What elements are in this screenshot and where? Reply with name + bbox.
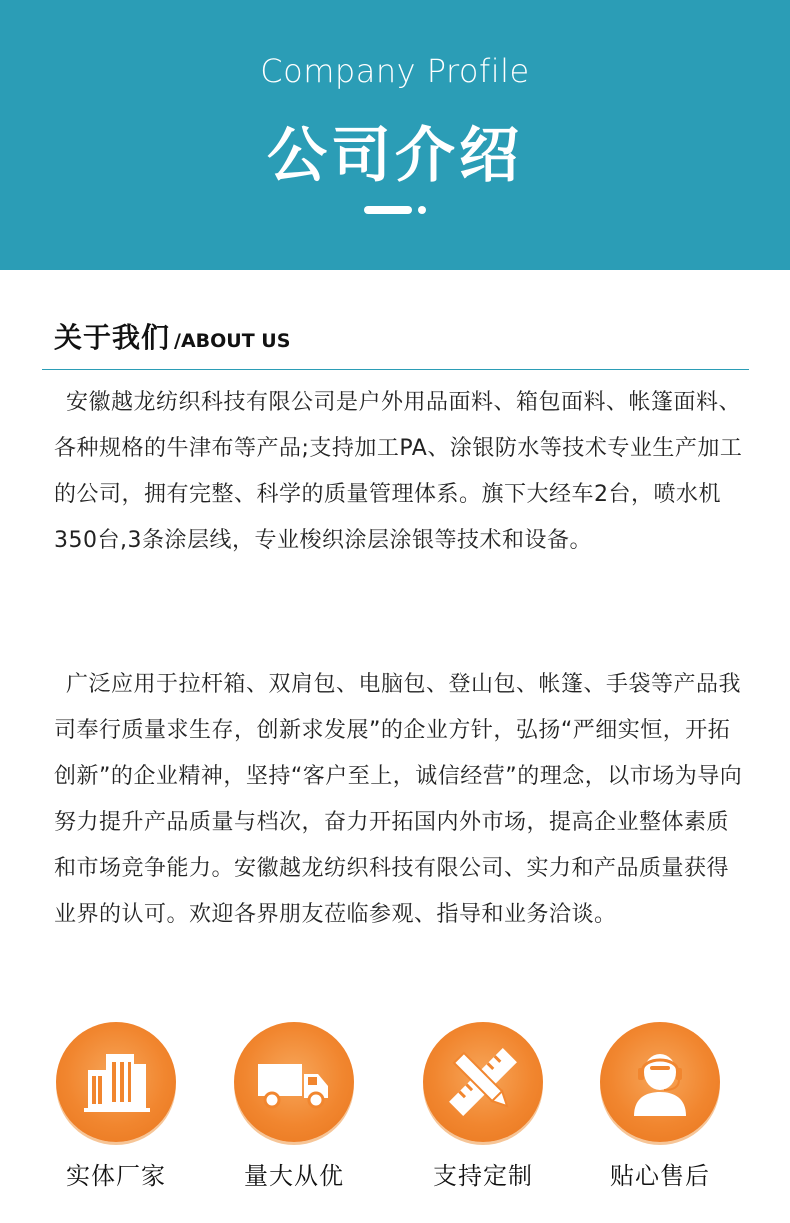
hero-subtitle-en: Company Profile: [260, 52, 530, 90]
hero-title: 公司介绍: [267, 121, 523, 191]
feature-label: 贴心售后: [610, 1162, 710, 1190]
headset-agent-icon: [620, 1042, 700, 1122]
about-paragraph-1: 安徽越龙纺织科技有限公司是户外用品面料、箱包面料、帐篷面料、各种规格的牛津布等产品;支持加工PA、涂银防水等技术专业生产加工的公司，拥有完整、科学的质量管理体系。旗下大经车2台，喷水机350台,3条涂层线，专业梭织涂层涂银等技术和设备。: [54, 390, 743, 553]
section-title: 关于我们: [54, 321, 171, 354]
feature-circle: [600, 1022, 720, 1142]
about-paragraph-2: 广泛应用于拉杆箱、双肩包、电脑包、登山包、帐篷、手袋等产品我司奉行质量求生存，创新求发展”的企业方针，弘扬“严细实恒，开拓创新”的企业精神，坚持“客户至上，诚信经营”的理念，以市场为导向努力提升产品质量与档次，奋力开拓国内外市场，提高企业整体素质和市场竞争能力。安徽越龙纺织科技有限公司、实力和产品质量获得业界的认可。欢迎各界朋友莅临参观、指导和业务洽谈。: [54, 672, 743, 927]
feature-item-after-sales: [580, 1022, 740, 1191]
hero-banner: [0, 0, 790, 270]
feature-item-bulk-discount: [214, 1022, 374, 1191]
feature-circle: [234, 1022, 354, 1142]
feature-list: [0, 1022, 790, 1222]
section-subtitle: /ABOUT US: [174, 330, 291, 352]
pencil-ruler-icon: [443, 1042, 523, 1122]
feature-item-factory: [36, 1022, 196, 1191]
section-header: [54, 316, 290, 356]
hero-decoration: [364, 205, 428, 215]
feature-label: 量大从优: [244, 1162, 344, 1190]
section-divider: [42, 369, 749, 370]
building-icon: [76, 1042, 156, 1122]
decoration-dot: [418, 206, 426, 214]
feature-circle: [423, 1022, 543, 1142]
feature-label: 实体厂家: [66, 1162, 166, 1190]
truck-icon: [254, 1042, 334, 1122]
feature-label: 支持定制: [433, 1162, 533, 1190]
decoration-bar: [364, 206, 412, 214]
feature-circle: [56, 1022, 176, 1142]
feature-item-customization: [403, 1022, 563, 1191]
